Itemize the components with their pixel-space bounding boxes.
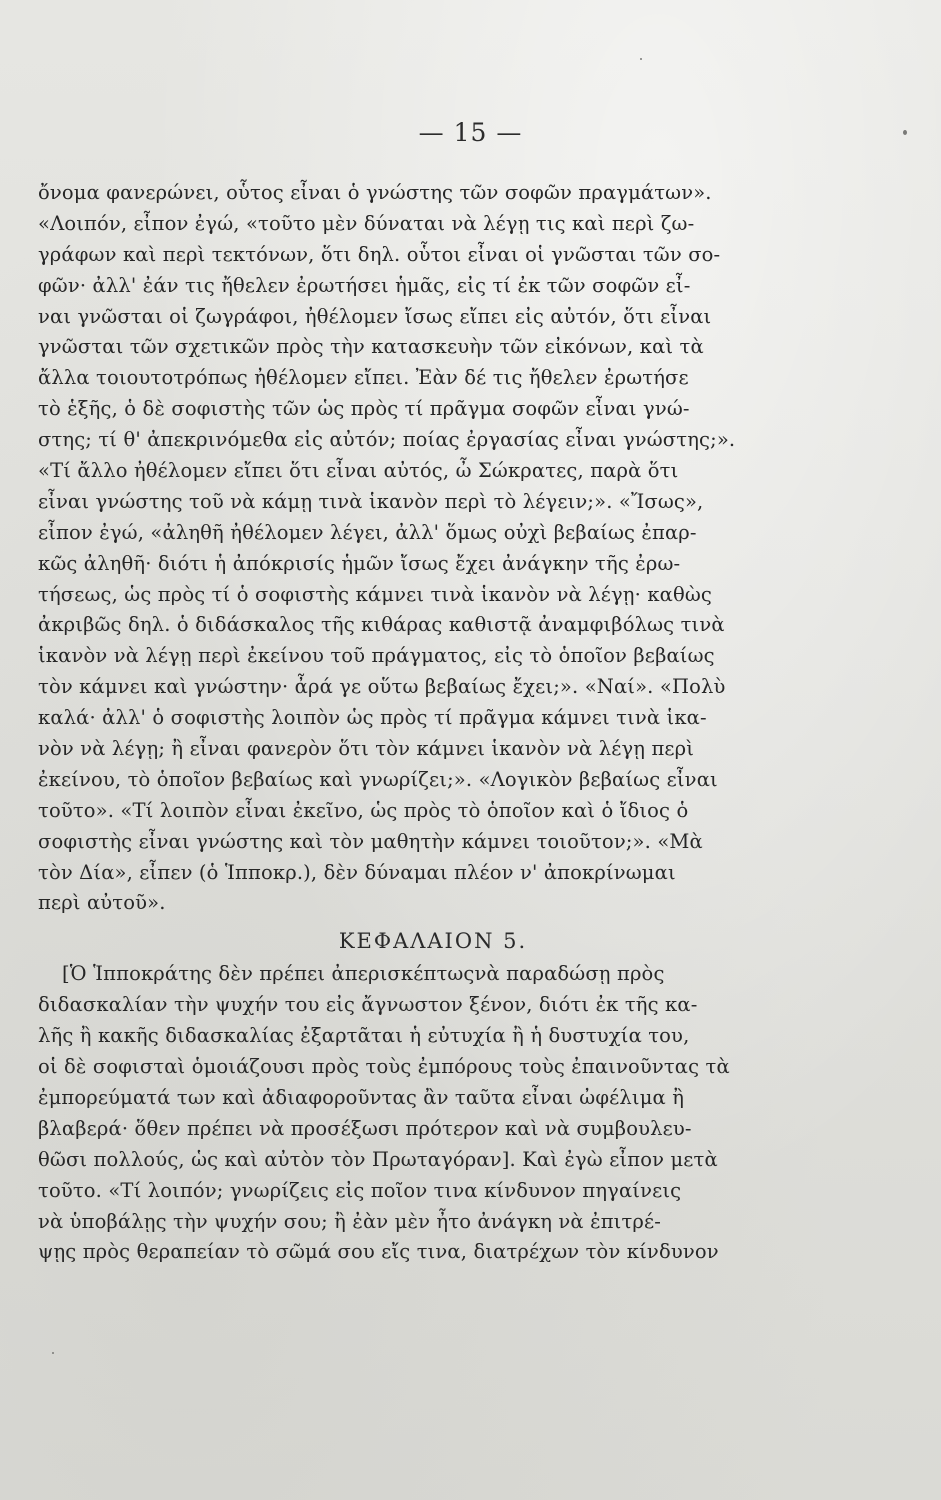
text-line: νὸν νὰ λέγῃ; ἢ εἶναι φανερὸν ὅτι τὸν κάμνει ἱκανὸν νὰ λέγῃ περὶ	[38, 737, 695, 761]
text-line: τὸν Δία», εἶπεν (ὁ Ἱπποκρ.), δὲν δύναμαι πλέον ν' ἀποκρίνωμαι	[38, 860, 676, 884]
text-line: «Τί ἄλλο ἠθέλομεν εἴπει ὅτι εἶναι αὐτός, ὦ Σώκρατες, παρὰ ὅτι	[38, 459, 679, 483]
text-line: εἶπον ἐγώ, «ἀληθῆ ἠθέλομεν λέγει, ἀλλ' ὅμως οὐχὶ βεβαίως ἐπαρ-	[38, 520, 697, 544]
text-line: περὶ αὐτοῦ».	[38, 891, 166, 915]
text-line: τοῦτο. «Τί λοιπόν; γνωρίζεις εἰς ποῖον τινα κίνδυνον πηγαίνεις	[38, 1178, 682, 1202]
text-line: γνῶσται τῶν σχετικῶν πρὸς τὴν κατασκευὴν τῶν εἰκόνων, καὶ τὰ	[38, 335, 704, 359]
body-text	[38, 178, 938, 1268]
text-line: [Ὁ Ἱπποκράτης δὲν πρέπει ἀπερισκέπτωςνὰ παραδώσῃ πρὸς	[62, 962, 665, 986]
text-line: ναι γνῶσται οἱ ζωγράφοι, ἠθέλομεν ἴσως εἴπει εἰς αὐτόν, ὅτι εἶναι	[38, 304, 712, 328]
text-line: νὰ ὑποβάλῃς τὴν ψυχήν σου; ἢ ἐὰν μὲν ἦτο ἀνάγκη νὰ ἐπιτρέ-	[38, 1209, 661, 1233]
text-line: ἀκριβῶς δηλ. ὁ διδάσκαλος τῆς κιθάρας καθιστᾷ ἀναμφιβόλως τινὰ	[38, 613, 725, 637]
text-line: τὸ ἑξῆς, ὁ δὲ σοφιστὴς τῶν ὡς πρὸς τί πρᾶγμα σοφῶν εἶναι γνώ-	[38, 397, 690, 421]
text-line: ἐκείνου, τὸ ὁποῖον βεβαίως καὶ γνωρίζει;». «Λογικὸν βεβαίως εἶναι	[38, 767, 718, 791]
text-line: ὄνομα φανερώνει, οὗτος εἶναι ὁ γνώστης τῶν σοφῶν πραγμάτων».	[38, 181, 712, 204]
text-line: οἱ δὲ σοφισταὶ ὁμοιάζουσι πρὸς τοὺς ἐμπόρους τοὺς ἐπαινοῦντας τὰ	[38, 1055, 730, 1079]
text-line: λῆς ἢ κακῆς διδασκαλίας ἐξαρτᾶται ἡ εὐτυχία ἢ ἡ δυστυχία του,	[38, 1024, 690, 1048]
text-line: βλαβερά· ὅθεν πρέπει νὰ προσέξωσι πρότερον καὶ νὰ συμβουλευ-	[38, 1116, 692, 1140]
paper-speck	[52, 1352, 54, 1354]
paper-speck	[640, 58, 642, 60]
page-number: — 15 —	[418, 118, 523, 147]
paper-speck	[903, 130, 907, 135]
text-line: στης; τί θ' ἀπεκρινόμεθα εἰς αὐτόν; ποίας ἐργασίας εἶναι γνώστης;».	[38, 428, 736, 452]
text-line: θῶσι πολλούς, ὡς καὶ αὐτὸν τὸν Πρωταγόραν]. Καὶ ἐγὼ εἶπον μετὰ	[38, 1147, 718, 1171]
text-line: διδασκαλίαν τὴν ψυχήν του εἰς ἄγνωστον ξένον, διότι ἐκ τῆς κα-	[38, 993, 698, 1017]
text-line: σοφιστὴς εἶναι γνώστης καὶ τὸν μαθητὴν κάμνει τοιοῦτον;». «Μὰ	[38, 829, 703, 853]
text-line: κῶς ἀληθῆ· διότι ἡ ἀπόκρισίς ἡμῶν ἴσως ἔχει ἀνάγκην τῆς ἐρω-	[38, 551, 681, 575]
text-line: καλά· ἀλλ' ὁ σοφιστὴς λοιπὸν ὡς πρὸς τί πρᾶγμα κάμνει τινὰ ἱκα-	[38, 706, 707, 730]
text-line: ἐμπορεύματά των καὶ ἀδιαφοροῦντας ἂν ταῦτα εἶναι ὠφέλιμα ἢ	[38, 1085, 685, 1109]
text-line: φῶν· ἀλλ' ἐάν τις ἤθελεν ἐρωτήσει ἡμᾶς, εἰς τί ἐκ τῶν σοφῶν εἶ-	[38, 273, 691, 297]
chapter-heading: ΚΕΦΑΛΑΙΟΝ 5.	[338, 929, 528, 954]
text-line: τοῦτο». «Τί λοιπὸν εἶναι ἐκεῖνο, ὡς πρὸς τὸ ὁποῖον καὶ ὁ ἴδιος ὁ	[38, 798, 689, 822]
text-line: εἶναι γνώστης τοῦ νὰ κάμῃ τινὰ ἱκανὸν περὶ τὸ λέγειν;». «Ἴσως»,	[38, 489, 704, 513]
text-line: γράφων καὶ περὶ τεκτόνων, ὅτι δηλ. οὗτοι εἶναι οἱ γνῶσται τῶν σο-	[38, 242, 721, 266]
text-line: ψῃς πρὸς θεραπείαν τὸ σῶμά σου εἴς τινα, διατρέχων τὸν κίνδυνον	[38, 1240, 719, 1264]
text-line: «Λοιπόν, εἶπον ἐγώ, «τοῦτο μὲν δύναται νὰ λέγῃ τις καὶ περὶ ζω-	[38, 211, 695, 235]
text-line: τήσεως, ὡς πρὸς τί ὁ σοφιστὴς κάμνει τινὰ ἱκανὸν νὰ λέγῃ· καθὼς	[38, 582, 713, 606]
text-line: ἱκανὸν νὰ λέγῃ περὶ ἐκείνου τοῦ πράγματος, εἰς τὸ ὁποῖον βεβαίως	[38, 644, 715, 668]
text-line: τὸν κάμνει καὶ γνώστην· ἆρά γε οὕτω βεβαίως ἔχει;». «Ναί». «Πολὺ	[38, 675, 726, 699]
text-line: ἄλλα τοιουτοτρόπως ἠθέλομεν εἴπει. Ἐὰν δέ τις ἤθελεν ἐρωτήσε	[38, 366, 689, 390]
